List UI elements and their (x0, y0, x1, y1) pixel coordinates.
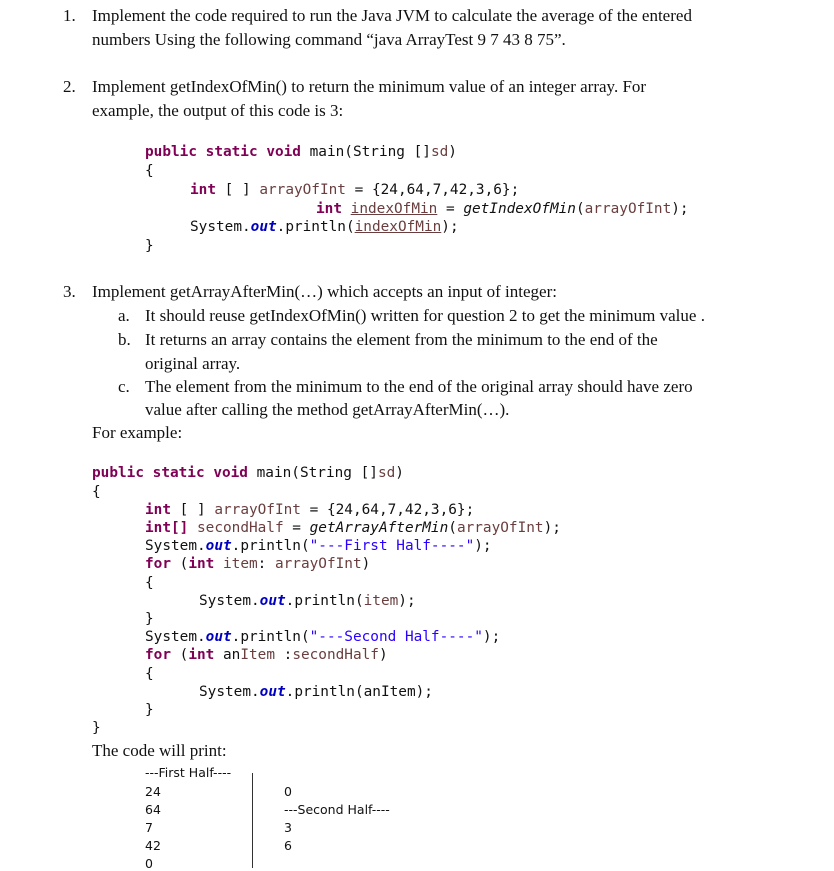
keyword-int-array: int[] (145, 520, 189, 536)
colon: : (274, 647, 293, 663)
println-open: .println( (276, 219, 355, 235)
println-close: ); (441, 219, 459, 235)
close-paren: ) (378, 647, 388, 663)
code1-line-main-signature (145, 145, 457, 159)
field-out: out (205, 629, 232, 645)
output-left-header: ---First Half---- (145, 765, 232, 780)
code1-close-brace: } (145, 238, 154, 254)
output-right-value: 3 (284, 820, 292, 835)
brackets: [ ] (171, 502, 215, 518)
code2-line-main-signature (92, 466, 404, 480)
keyword-void: void (213, 465, 248, 481)
output-left-value: 0 (145, 856, 153, 871)
q3-item-a-marker: a. (118, 306, 130, 325)
q3-number: 3. (63, 282, 76, 301)
q3-item-c-text-line2: value after calling the method getArrayAfterMin(…). (145, 400, 510, 419)
space (214, 647, 223, 663)
lparen: ( (171, 556, 189, 572)
q1-text-line2: numbers Using the following command “java ArrayTest 9 7 43 8 75”. (92, 30, 566, 49)
var-indexofmin: indexOfMin (350, 201, 438, 217)
q3-item-b-text-line1: It returns an array contains the element from the minimum to the end of the (145, 330, 658, 349)
var-secondhalf: secondHalf (197, 520, 284, 536)
q3-text-line1: Implement getArrayAfterMin(…) which accepts an input of integer: (92, 282, 557, 301)
println-open: .println( (231, 538, 310, 554)
colon: : (257, 556, 275, 572)
keyword-static: static (152, 465, 205, 481)
code2-line-array-decl (145, 503, 474, 517)
arg-indexofmin: indexOfMin (354, 219, 442, 235)
system: System. (199, 593, 260, 609)
output-right-value: 6 (284, 838, 292, 853)
arg-arrayofint: arrayOfInt (584, 201, 672, 217)
field-out: out (259, 593, 286, 609)
code1-line-println (190, 220, 459, 234)
var-item-suffix: Item (240, 647, 275, 663)
q3-item-b-text-line2: original array. (145, 354, 241, 373)
field-out: out (205, 538, 232, 554)
var-secondhalf: secondHalf (292, 647, 379, 663)
code2-line-print-item (199, 594, 416, 608)
system: System. (199, 684, 260, 700)
output-right-header: ---Second Half---- (284, 802, 390, 817)
output-left-value: 42 (145, 838, 161, 853)
string-second-half: "---Second Half----" (309, 629, 483, 645)
code2-line-secondhalf-decl (145, 521, 561, 535)
code2-line-for1 (145, 557, 370, 571)
array-initializer: = {24,64,7,42,3,6}; (345, 182, 520, 198)
space (188, 520, 197, 536)
brackets: [ ] (216, 182, 260, 198)
field-out: out (250, 219, 277, 235)
println-close: ); (474, 538, 492, 554)
output-left-value: 24 (145, 784, 161, 799)
var-arrayofint: arrayOfInt (274, 556, 362, 572)
code1-open-brace: { (145, 163, 154, 179)
call-getindexofmin: getIndexOfMin (463, 201, 576, 217)
code2-for2-open-brace: { (145, 666, 154, 682)
assign: = (283, 520, 310, 536)
arg-item: item (363, 593, 399, 609)
q2-text-line1: Implement getIndexOfMin() to return the minimum value of an integer array. For (92, 77, 647, 96)
space (214, 556, 223, 572)
println-open: .println( (285, 684, 364, 700)
system: System. (145, 538, 206, 554)
var-item: item (223, 556, 258, 572)
var-an: an (223, 647, 241, 663)
arg-arrayofint: arrayOfInt (456, 520, 544, 536)
keyword-int: int (188, 647, 215, 663)
keyword-for: for (145, 647, 171, 663)
q3-item-b-marker: b. (118, 330, 131, 349)
code2-for2-close-brace: } (145, 702, 154, 718)
code2-line-for2 (145, 648, 388, 662)
keyword-public: public (92, 465, 144, 481)
q2-number: 2. (63, 77, 76, 96)
output-column-divider (252, 773, 253, 868)
code1-line-array-decl (190, 183, 519, 197)
paren-close: ); (671, 201, 689, 217)
keyword-void: void (266, 144, 301, 160)
paren-close: ); (543, 520, 561, 536)
q1-number: 1. (63, 6, 76, 25)
paren-open: ( (575, 201, 585, 217)
system: System. (145, 629, 206, 645)
main-signature: main(String [] (247, 465, 378, 481)
code2-line-print-second (145, 630, 500, 644)
code2-for1-close-brace: } (145, 611, 154, 627)
code1-line-index-decl (316, 202, 689, 216)
keyword-for: for (145, 556, 171, 572)
close-paren: ) (361, 556, 371, 572)
call-getarrayaftermin: getArrayAfterMin (309, 520, 449, 536)
println-close: ); (482, 629, 501, 645)
q1-text-line1: Implement the code required to run the Java JVM to calculate the average of the entered (92, 6, 692, 25)
code2-close-brace: } (92, 720, 101, 736)
main-signature: main(String [] (300, 144, 431, 160)
arg-an: an (363, 684, 381, 700)
assign: = (437, 201, 464, 217)
keyword-int: int (316, 201, 342, 217)
q3-item-c-text-line1: The element from the minimum to the end of the original array should have zero (145, 377, 693, 396)
keyword-int: int (145, 502, 171, 518)
close-paren: ) (395, 465, 404, 481)
param-sd: sd (377, 465, 396, 481)
paren-open: ( (448, 520, 457, 536)
q2-text-line2: example, the output of this code is 3: (92, 101, 344, 120)
println-open: .println( (231, 629, 310, 645)
q3-item-c-marker: c. (118, 377, 130, 396)
lparen: ( (171, 647, 189, 663)
var-arrayofint: arrayOfInt (259, 182, 346, 198)
code2-open-brace: { (92, 484, 101, 500)
q3-item-a-text: It should reuse getIndexOfMin() written for question 2 to get the minimum value . (145, 306, 705, 325)
close-paren: ) (448, 144, 457, 160)
code2-for1-open-brace: { (145, 575, 154, 591)
println-close: ); (415, 684, 433, 700)
keyword-int: int (190, 182, 216, 198)
var-arrayofint: arrayOfInt (214, 502, 301, 518)
output-left-value: 64 (145, 802, 161, 817)
field-out: out (259, 684, 286, 700)
code2-line-print-anitem (199, 685, 433, 699)
string-first-half: "---First Half----" (309, 538, 475, 554)
println-open: .println( (285, 593, 364, 609)
println-close: ); (398, 593, 416, 609)
output-left-value: 7 (145, 820, 153, 835)
param-sd: sd (430, 144, 449, 160)
arg-item-suffix: Item (380, 684, 416, 700)
code-will-print-label: The code will print: (92, 741, 227, 760)
output-right-value: 0 (284, 784, 292, 799)
array-initializer: = {24,64,7,42,3,6}; (300, 502, 475, 518)
keyword-int: int (188, 556, 215, 572)
system: System. (190, 219, 251, 235)
for-example-label: For example: (92, 423, 183, 442)
keyword-public: public (145, 144, 197, 160)
keyword-static: static (205, 144, 258, 160)
code2-line-print-first (145, 539, 492, 553)
